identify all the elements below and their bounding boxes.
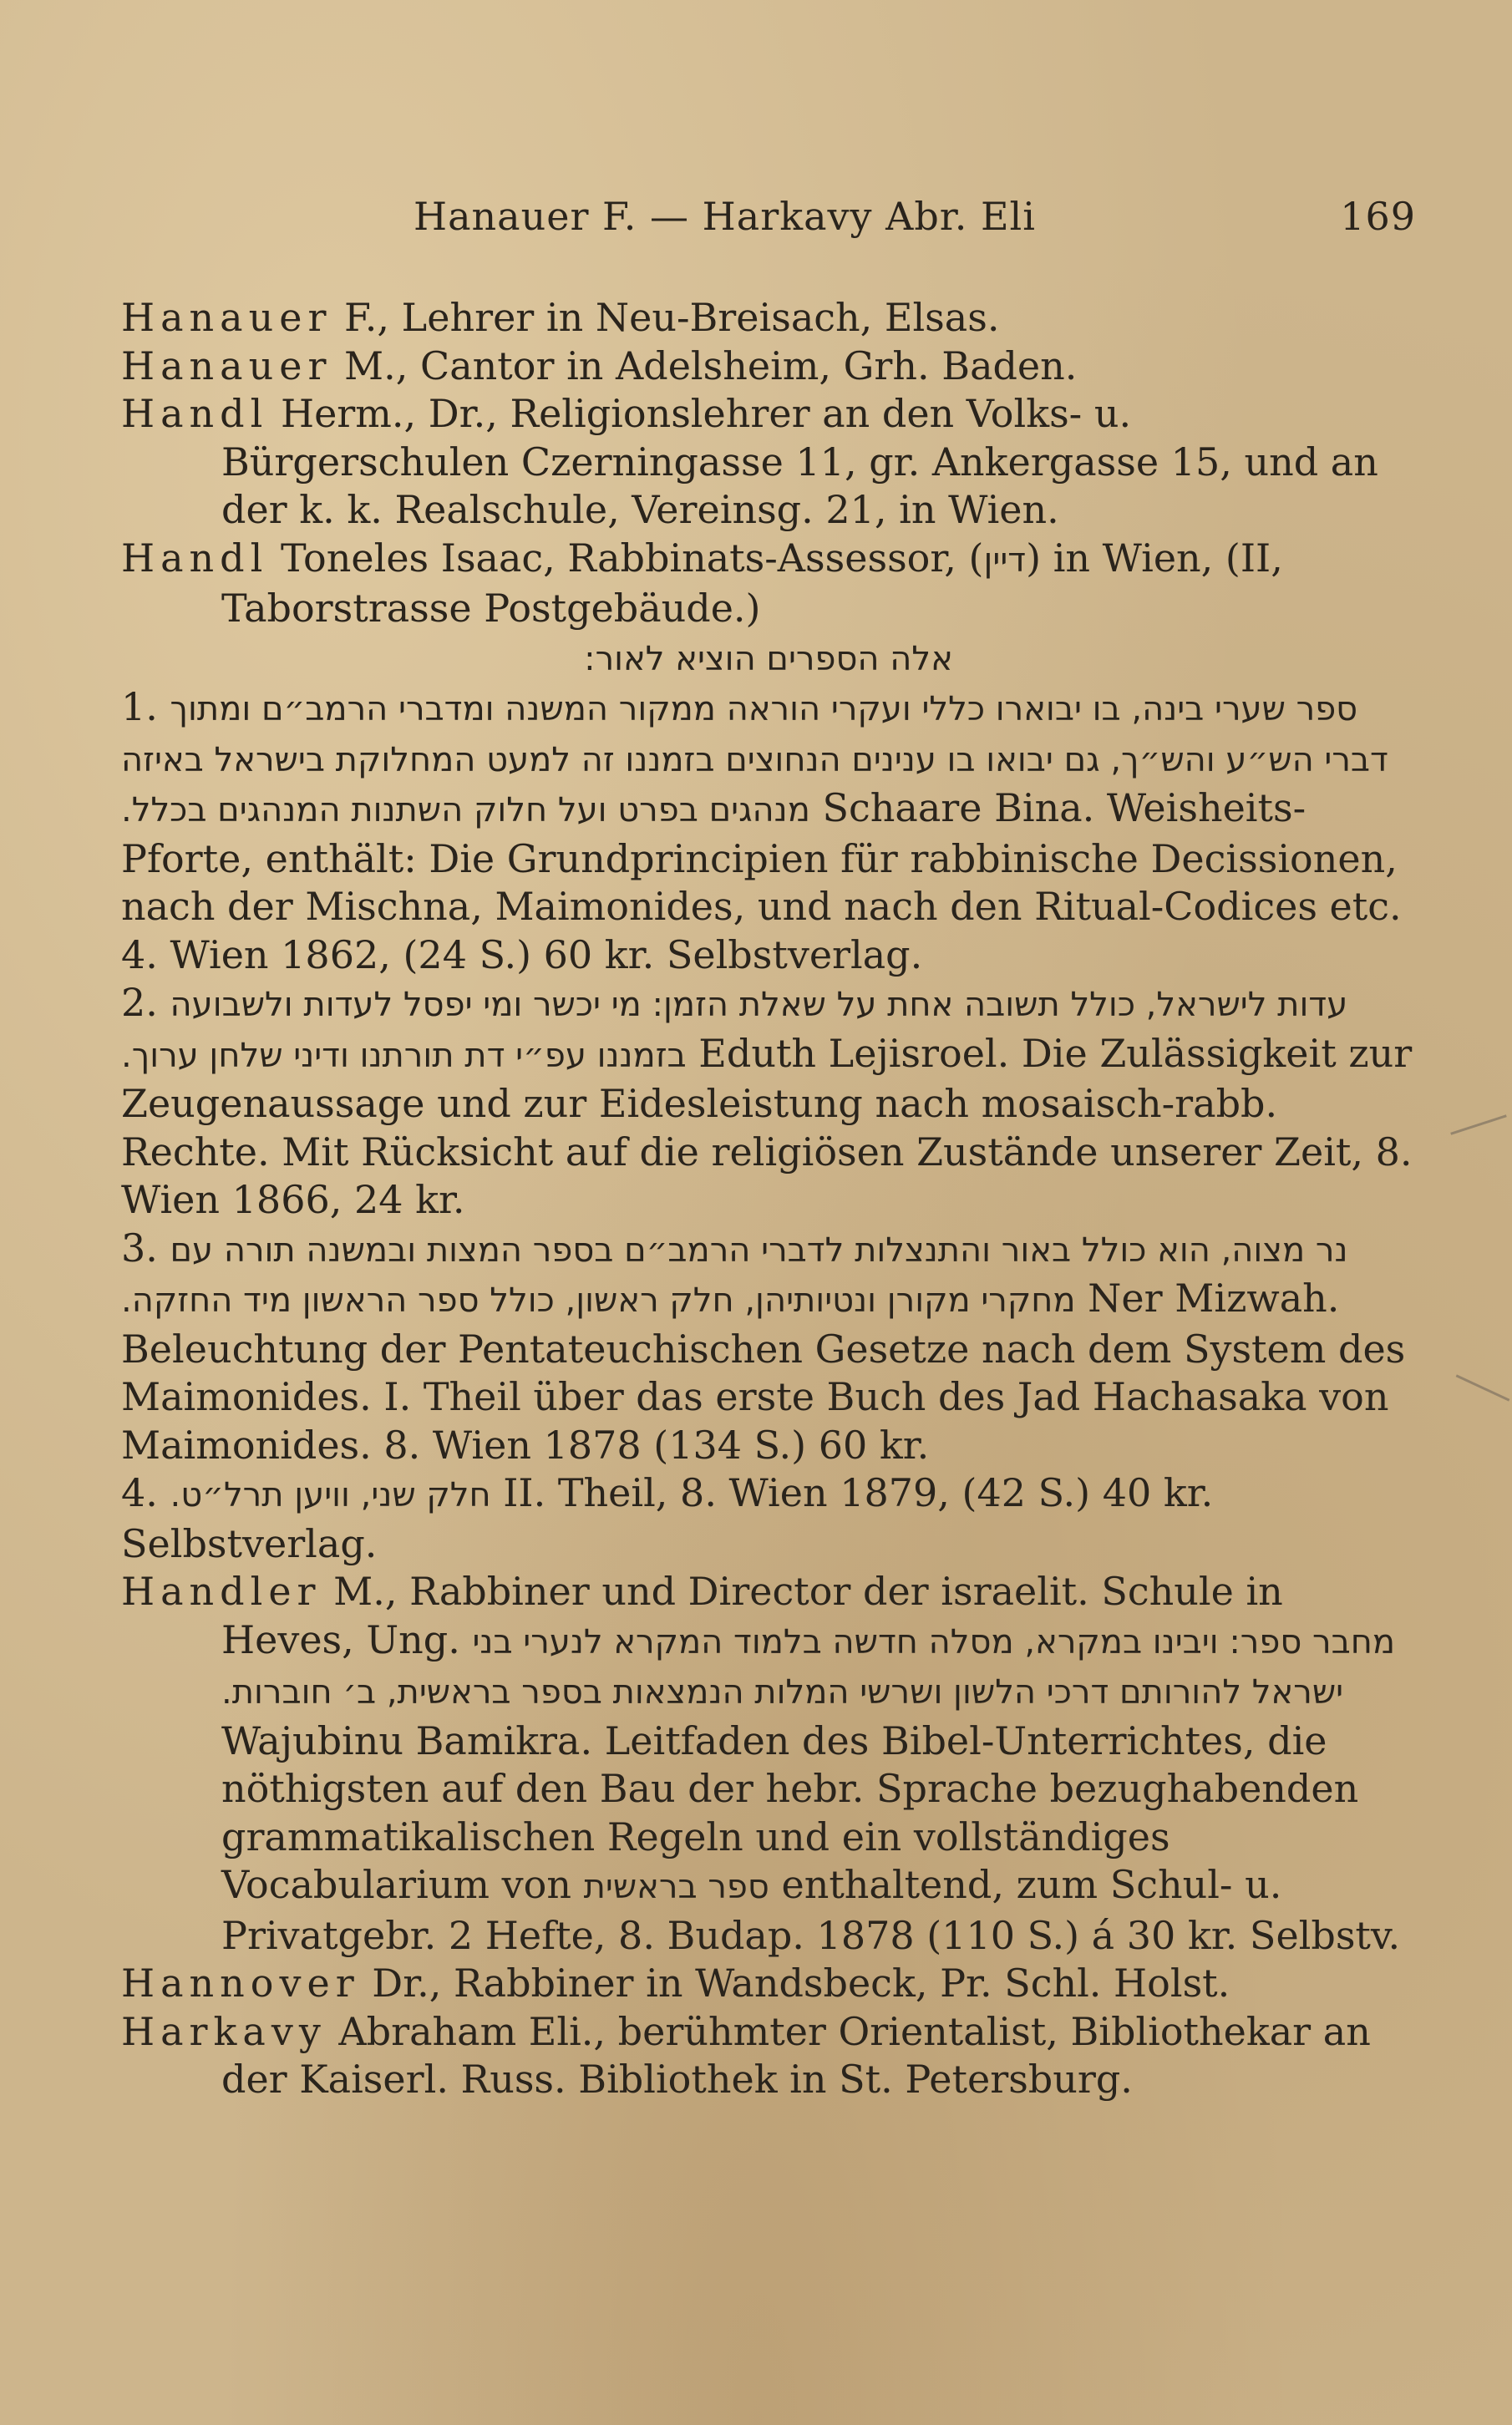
entry-hanauer-m (121, 342, 1416, 391)
hebrew-heading: אלה הספרים הוציא לאור: (584, 639, 953, 678)
entry-text: Herm., Dr., Religionslehrer an den Volks- u. Bürgerschulen Czerningasse 11, gr. Ankergasse 15, und an der k. k. Realschule, Vereinsg. 21, in Wien. (221, 391, 1378, 532)
work-number: 1. (121, 684, 158, 729)
entry-name: Handl (121, 535, 269, 581)
entry-name: Hanauer (121, 295, 332, 340)
entry-text: enthaltend, zum Schul- u. Privatgebr. 2 Hefte, 8. Budap. 1878 (110 S.) á 30 kr. Selbstv. (221, 1862, 1401, 1958)
entry-handler (121, 1568, 1416, 1960)
hebrew-text: מחבר ספר: ויבינו במקרא, מסלה חדשה בלמוד המקרא לנערי בני ישראל להורותם דרכי הלשון ושרשי המלות הנמצאות בספר בראשית, ב׳ חוברות. (221, 1622, 1396, 1712)
entry-hanauer-f (121, 294, 1416, 342)
entry-text: F., Lehrer in Neu-Breisach, Elsas. (332, 295, 1000, 340)
work-description: Eduth Lejisroel. Die Zulässigkeit zur Zeugenaussage und zur Eidesleistung nach mosaisch-rabb. Rechte. Mit Rücksicht auf die religiösen Zustände unserer Zeit, 8. Wien 1866, 24 kr. (121, 1030, 1413, 1222)
work-3 (121, 1225, 1416, 1470)
hebrew-title: נר מצוה, הוא כולל באור והתנצלות לדברי הרמב״ם בספר המצות ובמשנה תורה עם מחקרי מקורן ונטיותיהן, חלק ראשון, כולל ספר הראשון מיד החזקה. (121, 1230, 1348, 1320)
hebrew-text: ספר בראשית (583, 1868, 769, 1906)
entry-text: Toneles Isaac, Rabbinats-Assessor, ( (268, 535, 984, 581)
hebrew-title: חלק שני, וויען תרל״ט. (170, 1476, 491, 1514)
running-head (414, 194, 1416, 252)
work-number: 4. (121, 1470, 158, 1515)
entry-text: M., Cantor in Adelsheim, Grh. Baden. (332, 342, 1078, 388)
hebrew-title: ספר שערי בינה, בו יבוארו כללי ועקרי הוראה ממקור המשנה ומדברי הרמב״ם ומתוך דברי הש״ע והש״ך, גם יבואו בו ענינים הנחוצים בזמננו זה למעט המחלוקת בישראל באיזה מנהגים בפרט ועל חלוק השתנות המנהגים בכלל. (121, 690, 1388, 829)
work-number: 3. (121, 1225, 158, 1271)
entry-name: Handler (121, 1569, 322, 1614)
work-2 (121, 979, 1416, 1225)
entry-name: Hanauer (121, 342, 332, 388)
entry-handl-toneles (121, 535, 1416, 633)
entry-name: Harkavy (121, 2008, 327, 2054)
margin-pencil-mark (1456, 1374, 1510, 1401)
entry-text: M., Rabbiner und Director der israelit. Schule in Heves, Ung. (221, 1569, 1283, 1662)
works-heading (121, 633, 1416, 684)
entry-text: Abraham Eli., berühmter Orientalist, Bibliothekar an der Kaiserl. Russ. Bibliothek in St. Petersburg. (221, 2008, 1371, 2102)
body-text (121, 294, 1416, 2104)
entry-name: Hannover (121, 1961, 360, 2006)
hebrew-text: דיין (983, 540, 1027, 580)
entry-name: Handl (121, 391, 269, 436)
work-description: Ner Mizwah. Beleuchtung der Pentateuchischen Gesetze nach dem System des Maimonides. I. Theil über das erste Buch des Jad Hachasaka von Maimonides. 8. Wien 1878 (134 S.) 60 kr. (121, 1276, 1406, 1468)
work-number: 2. (121, 980, 158, 1025)
work-description: Schaare Bina. Weisheits-Pforte, enthält: Die Grundprincipien für rabbinische Decissionen, nach der Mischna, Maimonides, und nach den Ritual-Codices etc. 4. Wien 1862, (24 S.) 60 kr. Selbstverlag. (121, 785, 1402, 977)
margin-pencil-mark (1450, 1114, 1507, 1134)
hebrew-title: עדות לישראל, כולל תשובה אחת על שאלת הזמן: מי יכשר ומי יפסל לעדות ולשבועה בזמננו עפ״י דת תורתנו ודיני שלחן ערוך. (121, 986, 1348, 1075)
work-1 (121, 683, 1416, 979)
running-title: Hanauer F. — Harkavy Abr. Eli (414, 194, 1036, 239)
entry-text: ) in Wien, (II, Taborstrasse Postgebäude.) (221, 535, 1283, 631)
entry-harkavy (121, 2008, 1416, 2104)
entry-hannover (121, 1960, 1416, 2008)
entry-handl-herm (121, 390, 1416, 535)
page-number: 169 (1340, 194, 1416, 239)
entry-text: Wajubinu Bamikra. Leitfaden des Bibel-Unterrichtes, die nöthigsten auf den Bau der hebr. Sprache bezughabenden grammatikalischen Regeln und ein vollständiges Vocabularium von (221, 1717, 1359, 1907)
work-4 (121, 1469, 1416, 1568)
entry-text: Dr., Rabbiner in Wandsbeck, Pr. Schl. Holst. (359, 1961, 1230, 2006)
work-description: II. Theil, 8. Wien 1879, (42 S.) 40 kr. Selbstverlag. (121, 1470, 1214, 1566)
